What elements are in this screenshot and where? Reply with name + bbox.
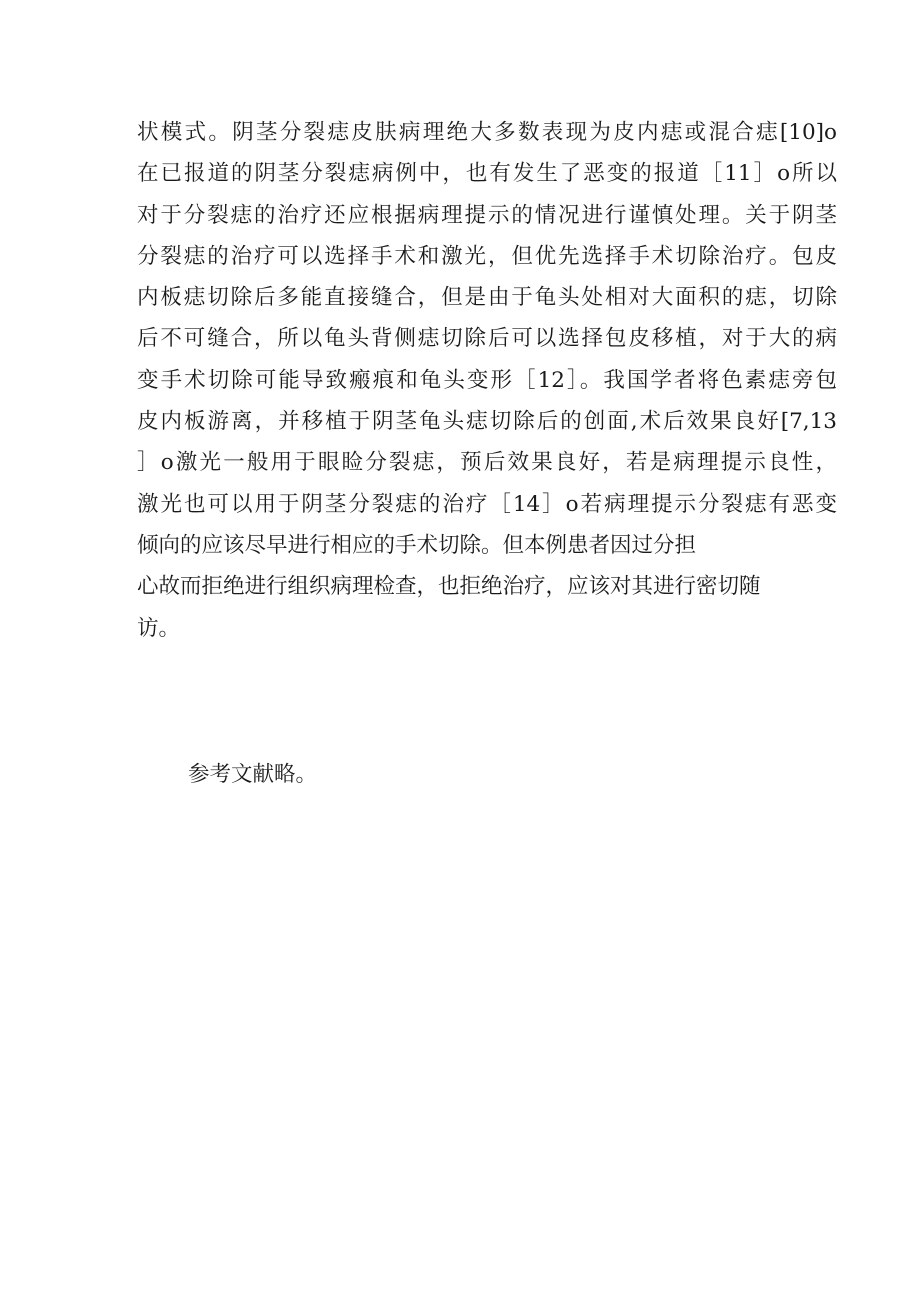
paragraph-line: 激光也可以用于阴茎分裂痣的治疗［14］o若病理提示分裂痣有恶变 <box>137 491 837 517</box>
references-note: 参考文献略。 <box>188 762 318 787</box>
body-paragraph <box>137 112 837 649</box>
paragraph-line: 状模式。阴茎分裂痣皮肤病理绝大多数表现为皮内痣或混合痣[10]o <box>137 120 837 145</box>
paragraph-line: 分裂痣的治疗可以选择手术和激光，但优先选择手术切除治疗。包皮 <box>137 243 837 269</box>
paragraph-line: 在已报道的阴茎分裂痣病例中，也有发生了恶变的报道［11］o所以 <box>137 161 837 187</box>
paragraph-line: 访。 <box>137 615 181 641</box>
paragraph-line: 变手术切除可能导致瘢痕和龟头变形［12］。我国学者将色素痣旁包 <box>137 367 837 393</box>
paragraph-line: ］o激光一般用于眼睑分裂痣，预后效果良好，若是病理提示良性， <box>137 450 837 476</box>
paragraph-line: 内板痣切除后多能直接缝合，但是由于龟头处相对大面积的痣，切除 <box>137 285 837 311</box>
paragraph-line: 倾向的应该尽早进行相应的手术切除。但本例患者因过分担 <box>137 532 697 558</box>
paragraph-line: 皮内板游离，并移植于阴茎龟头痣切除后的创面,术后效果良好[7,13 <box>137 409 837 435</box>
paragraph-line: 心故而拒绝进行组织病理检查，也拒绝治疗，应该对其进行密切随 <box>137 574 761 600</box>
paragraph-line: 对于分裂痣的治疗还应根据病理提示的情况进行谨慎处理。关于阴茎 <box>137 202 837 228</box>
paragraph-line: 后不可缝合，所以龟头背侧痣切除后可以选择包皮移植，对于大的病 <box>137 326 837 352</box>
